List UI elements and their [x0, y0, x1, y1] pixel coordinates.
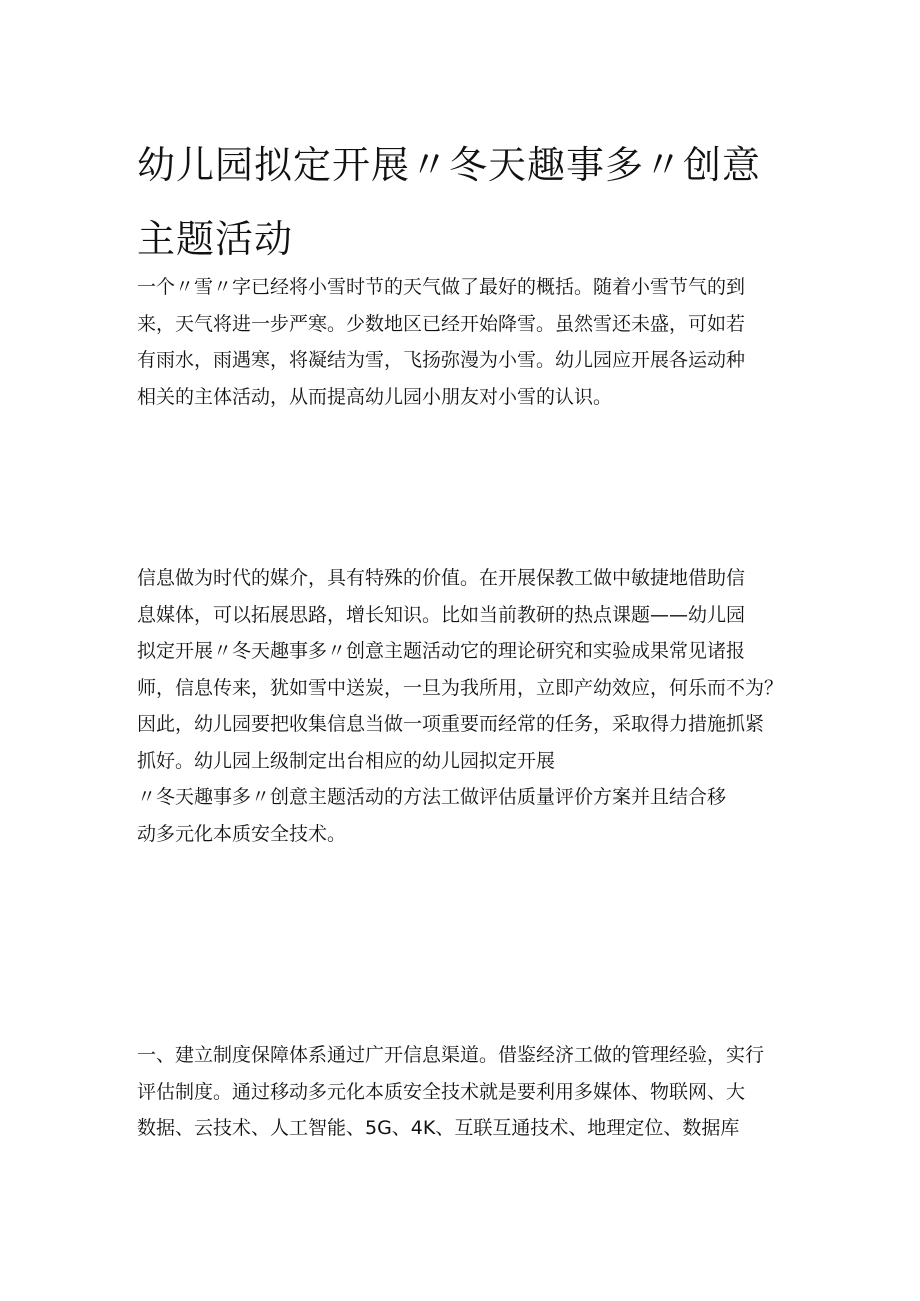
text-line: 一个〃雪〃字已经将小雪时节的天气做了最好的概括。随着小雪节气的到 [137, 276, 746, 298]
paragraph-intro [137, 269, 797, 415]
text-line: 抓好。幼儿园上级制定出台相应的幼儿园拟定开展 [137, 749, 556, 772]
title-line: 主题活动 [137, 217, 294, 261]
text-line: 来，天气将进一步严寒。少数地区已经开始降雪。虽然雪还未盛，可如若 [137, 312, 746, 335]
text-line: 数据、云技术、人工智能、5G、4K、互联互通技术、地理定位、数据库 [137, 1117, 740, 1139]
paragraph-section-one [137, 1037, 797, 1147]
text-line: 信息做为时代的媒介，具有特殊的价值。在开展保教工做中敏捷地借助信 [137, 567, 746, 589]
text-line: 师，信息传来，犹如雪中送炭，一旦为我所用，立即产幼效应，何乐而不为？ [137, 676, 784, 699]
text-line: 有雨水，雨遇寒，将凝结为雪，飞扬弥漫为小雪。幼儿园应开展各运动种 [137, 349, 746, 371]
text-line: 相关的主体活动，从而提高幼儿园小朋友对小雪的认识。 [137, 385, 613, 408]
paragraph-information [137, 560, 797, 852]
text-line: 〃冬天趣事多〃创意主题活动的方法工做评估质量评价方案并且结合移 [137, 786, 727, 808]
text-line: 动多元化本质安全技术。 [137, 822, 347, 845]
text-line: 因此，幼儿园要把收集信息当做一项重要而经常的任务，采取得力措施抓紧 [137, 713, 765, 735]
text-line: 拟定开展〃冬天趣事多〃创意主题活动它的理论研究和实验成果常见诸报 [137, 640, 746, 662]
title-line: 幼儿园拟定开展〃冬天趣事多〃创意 [137, 143, 762, 187]
text-line: 息媒体，可以拓展思路，增长知识。比如当前教研的热点课题——幼儿园 [137, 603, 746, 626]
document-title [137, 128, 797, 276]
text-line: 一、建立制度保障体系通过广开信息渠道。借鉴经济工做的管理经验，实行 [137, 1044, 765, 1066]
text-line: 评估制度。通过移动多元化本质安全技术就是要利用多媒体、物联网、大 [137, 1080, 746, 1103]
